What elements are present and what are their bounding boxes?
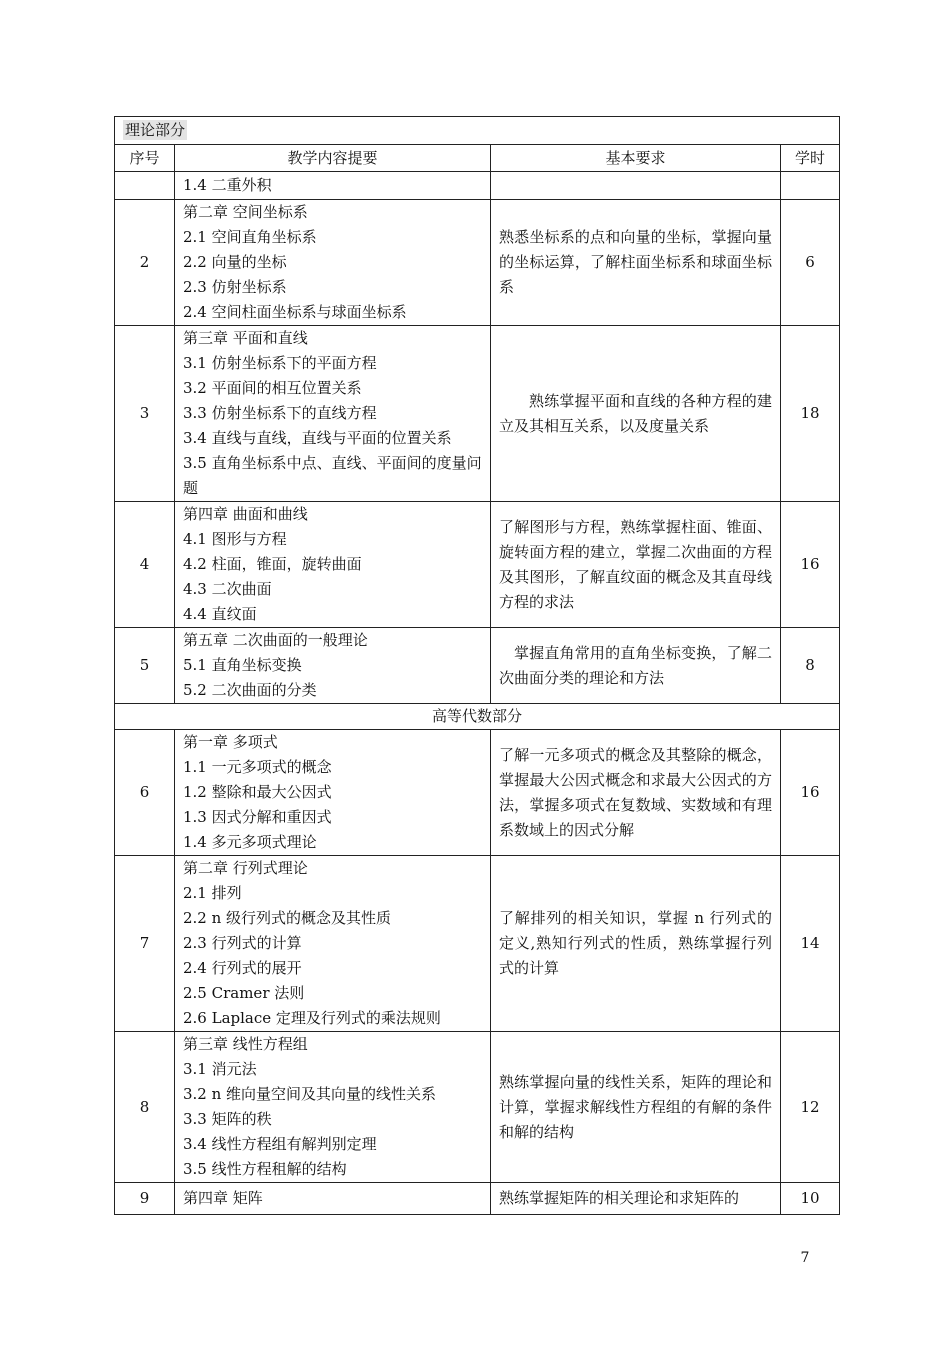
content-line: 第二章 空间坐标系 (183, 203, 308, 221)
content-line: 2.4 行列式的展开 (183, 959, 302, 977)
content-line: 2.5 Cramer 法则 (183, 984, 305, 1002)
row-index: 8 (115, 1032, 175, 1183)
table-row (115, 326, 840, 502)
content-cell (175, 628, 491, 704)
content-line: 5.2 二次曲面的分类 (183, 681, 317, 699)
content-line: 3.1 消元法 (183, 1060, 257, 1078)
content-cell (175, 1183, 491, 1215)
section-title: 理论部分 (125, 121, 186, 139)
content-cell (175, 856, 491, 1032)
requirement-cell (491, 200, 781, 326)
row-index: 4 (115, 502, 175, 628)
requirement-text: 熟练掌握向量的线性关系，矩阵的理论和计算，掌握求解线性方程组的有解的条件和解的结构 (499, 1072, 772, 1141)
hours-cell: 18 (781, 326, 840, 502)
hours-cell (781, 172, 840, 200)
hours-cell: 16 (781, 502, 840, 628)
content-line: 4.3 二次曲面 (183, 580, 272, 598)
requirement-text: 了解排列的相关知识，掌握 n 行列式的定义,熟知行列式的性质，熟练掌握行列式的计算 (499, 909, 772, 977)
hours-cell: 10 (781, 1183, 840, 1215)
hours-cell: 12 (781, 1032, 840, 1183)
content-line: 第二章 行列式理论 (183, 859, 308, 877)
content-line: 2.3 行列式的计算 (183, 934, 302, 952)
content-line: 3.2 n 维向量空间及其向量的线性关系 (183, 1085, 437, 1103)
header-row (115, 145, 840, 172)
header-requirement: 基本要求 (491, 145, 781, 172)
requirement-cell (491, 172, 781, 200)
content-cell (175, 1032, 491, 1183)
header-idx: 序号 (115, 145, 175, 172)
content-line: 4.2 柱面，锥面，旋转曲面 (183, 555, 362, 573)
content-line: 第四章 曲面和曲线 (183, 505, 308, 523)
content-line: 3.3 矩阵的秩 (183, 1110, 272, 1128)
content-line: 第三章 线性方程组 (183, 1035, 308, 1053)
hours-cell: 8 (781, 628, 840, 704)
content-line: 2.2 n 级行列式的概念及其性质 (183, 909, 392, 927)
content-line: 1.4 多元多项式理论 (183, 833, 317, 851)
content-line: 第一章 多项式 (183, 733, 278, 751)
section-header-row (115, 704, 840, 730)
content-line: 3.4 线性方程组有解判别定理 (183, 1135, 377, 1153)
syllabus-table (114, 116, 840, 1215)
content-line: 2.3 仿射坐标系 (183, 278, 287, 296)
requirement-text: 了解一元多项式的概念及其整除的概念，掌握最大公因式概念和求最大公因式的方法，掌握多项式在复数域、实数域和有理系数域上的因式分解 (499, 745, 772, 839)
table-row (115, 200, 840, 326)
requirement-cell (491, 628, 781, 704)
section-title-row (115, 117, 840, 145)
table-row (115, 172, 840, 200)
content-line: 2.6 Laplace 定理及行列式的乘法规则 (183, 1009, 441, 1027)
requirement-cell (491, 730, 781, 856)
requirement-text: 了解图形与方程，熟练掌握柱面、锥面、旋转面方程的建立，掌握二次曲面的方程及其图形，了解直纹面的概念及其直母线方程的求法 (499, 517, 772, 611)
table-row (115, 628, 840, 704)
hours-cell: 14 (781, 856, 840, 1032)
requirement-cell (491, 502, 781, 628)
requirement-text: 熟悉坐标系的点和向量的坐标，掌握向量的坐标运算，了解柱面坐标系和球面坐标系 (499, 228, 772, 296)
hours-cell: 16 (781, 730, 840, 856)
requirement-cell (491, 326, 781, 502)
row-index: 9 (115, 1183, 175, 1215)
requirement-cell (491, 1183, 781, 1215)
row-index: 6 (115, 730, 175, 856)
table-row (115, 856, 840, 1032)
content-cell (175, 200, 491, 326)
content-line: 第三章 平面和直线 (183, 329, 308, 347)
content-line: 4.4 直纹面 (183, 605, 257, 623)
requirement-cell (491, 856, 781, 1032)
content-line: 1.2 整除和最大公因式 (183, 783, 332, 801)
row-index: 3 (115, 326, 175, 502)
content-cell (175, 172, 491, 200)
content-line: 2.4 空间柱面坐标系与球面坐标系 (183, 303, 407, 321)
content-cell (175, 502, 491, 628)
content-line: 1.1 一元多项式的概念 (183, 758, 332, 776)
row-index: 2 (115, 200, 175, 326)
table-row (115, 1183, 840, 1215)
header-content: 教学内容提要 (175, 145, 491, 172)
content-line: 2.1 空间直角坐标系 (183, 228, 317, 246)
content-line: 1.4 二重外积 (183, 176, 272, 194)
requirement-text: 掌握直角常用的直角坐标变换，了解二次曲面分类的理论和方法 (499, 643, 772, 687)
content-line: 2.1 排列 (183, 884, 242, 902)
content-cell (175, 326, 491, 502)
table-row (115, 502, 840, 628)
content-cell (175, 730, 491, 856)
row-index: 7 (115, 856, 175, 1032)
row-index (115, 172, 175, 200)
row-index: 5 (115, 628, 175, 704)
content-line: 3.3 仿射坐标系下的直线方程 (183, 404, 377, 422)
content-line: 3.5 线性方程租解的结构 (183, 1160, 347, 1178)
content-line: 3.2 平面间的相互位置关系 (183, 379, 362, 397)
table-row (115, 1032, 840, 1183)
requirement-cell (491, 1032, 781, 1183)
requirement-text: 熟练掌握矩阵的相关理论和求矩阵的 (499, 1189, 740, 1207)
section-header: 高等代数部分 (115, 704, 840, 730)
page-number: 7 (800, 1250, 810, 1266)
table-row (115, 730, 840, 856)
section-title-cell (115, 117, 840, 145)
requirement-text: 熟练掌握平面和直线的各种方程的建立及其相互关系，以及度量关系 (499, 391, 772, 435)
content-line: 第四章 矩阵 (183, 1189, 263, 1207)
content-line: 3.1 仿射坐标系下的平面方程 (183, 354, 377, 372)
header-hours: 学时 (781, 145, 840, 172)
hours-cell: 6 (781, 200, 840, 326)
content-line: 4.1 图形与方程 (183, 530, 287, 548)
content-line: 第五章 二次曲面的一般理论 (183, 631, 368, 649)
content-line: 3.5 直角坐标系中点、直线、平面间的度量问题 (183, 454, 482, 497)
content-line: 3.4 直线与直线，直线与平面的位置关系 (183, 429, 452, 447)
content-line: 2.2 向量的坐标 (183, 253, 287, 271)
content-line: 5.1 直角坐标变换 (183, 656, 302, 674)
content-line: 1.3 因式分解和重因式 (183, 808, 332, 826)
